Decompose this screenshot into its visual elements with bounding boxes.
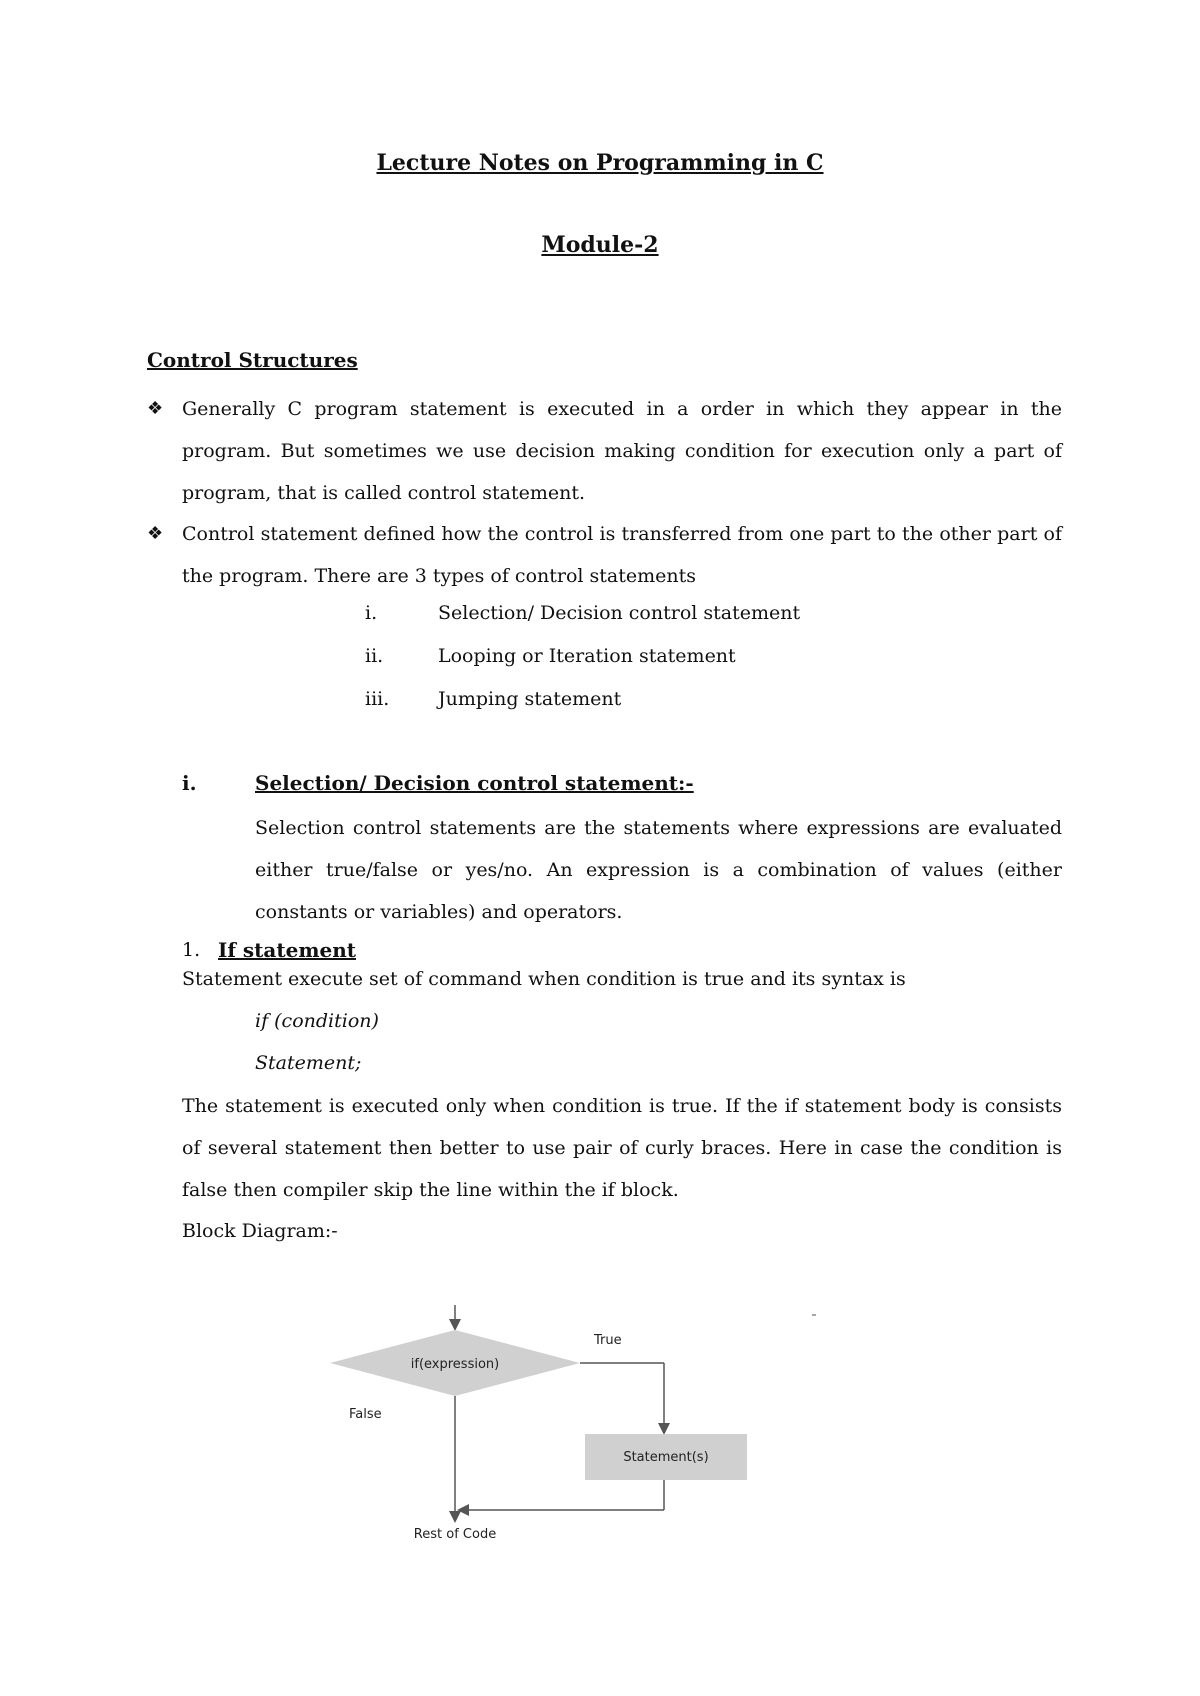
block-diagram-label: Block Diagram:- (182, 1220, 338, 1242)
list-item: Jumping statement (438, 688, 622, 710)
module-title: Module-2 (541, 232, 659, 258)
rest-of-code-label: Rest of Code (413, 1527, 497, 1542)
if-heading: If statement (218, 938, 357, 962)
sub-section-heading: Selection/ Decision control statement:- (255, 771, 694, 795)
list-item-number: iii. (365, 688, 390, 710)
statement-label: Statement(s) (623, 1450, 709, 1465)
if-number: 1. (182, 939, 201, 961)
syntax-line: Statement; (255, 1052, 362, 1074)
bullet-text: Control statement defined how the control is transferred from one part to the other part of the program. There are 3 types of control statements (182, 523, 1062, 587)
sub-section-number: i. (182, 771, 197, 795)
bullet-text: Generally C program statement is executed in a order in which they appear in the program. But sometimes we use decision making condition for execution only a part of program, that is called control statement. (182, 398, 1062, 504)
section-heading: Control Structures (147, 348, 358, 372)
page-title: Lecture Notes on Programming in C (376, 150, 824, 176)
decision-label: if(expression) (410, 1357, 500, 1372)
syntax-line: if (condition) (255, 1010, 379, 1032)
bullet-icon: ❖ (147, 523, 164, 544)
list-item-number: i. (365, 602, 378, 624)
list-item: Selection/ Decision control statement (438, 602, 801, 624)
list-item-number: ii. (365, 645, 384, 667)
list-item: Looping or Iteration statement (438, 645, 736, 667)
false-label: False (349, 1407, 382, 1422)
if-intro: Statement execute set of command when condition is true and its syntax is (182, 968, 906, 990)
true-label: True (594, 1333, 622, 1348)
sub-section-text: Selection control statements are the statements where expressions are evaluated either true/false or yes/no. An expression is a combination of values (either constants or variables) and operators. (255, 817, 1062, 923)
if-explanation: The statement is executed only when condition is true. If the if statement body is consists of several statement then better to use pair of curly braces. Here in case the condition is false then compiler skip the line within the if block. (182, 1095, 1062, 1201)
bullet-icon: ❖ (147, 398, 164, 419)
